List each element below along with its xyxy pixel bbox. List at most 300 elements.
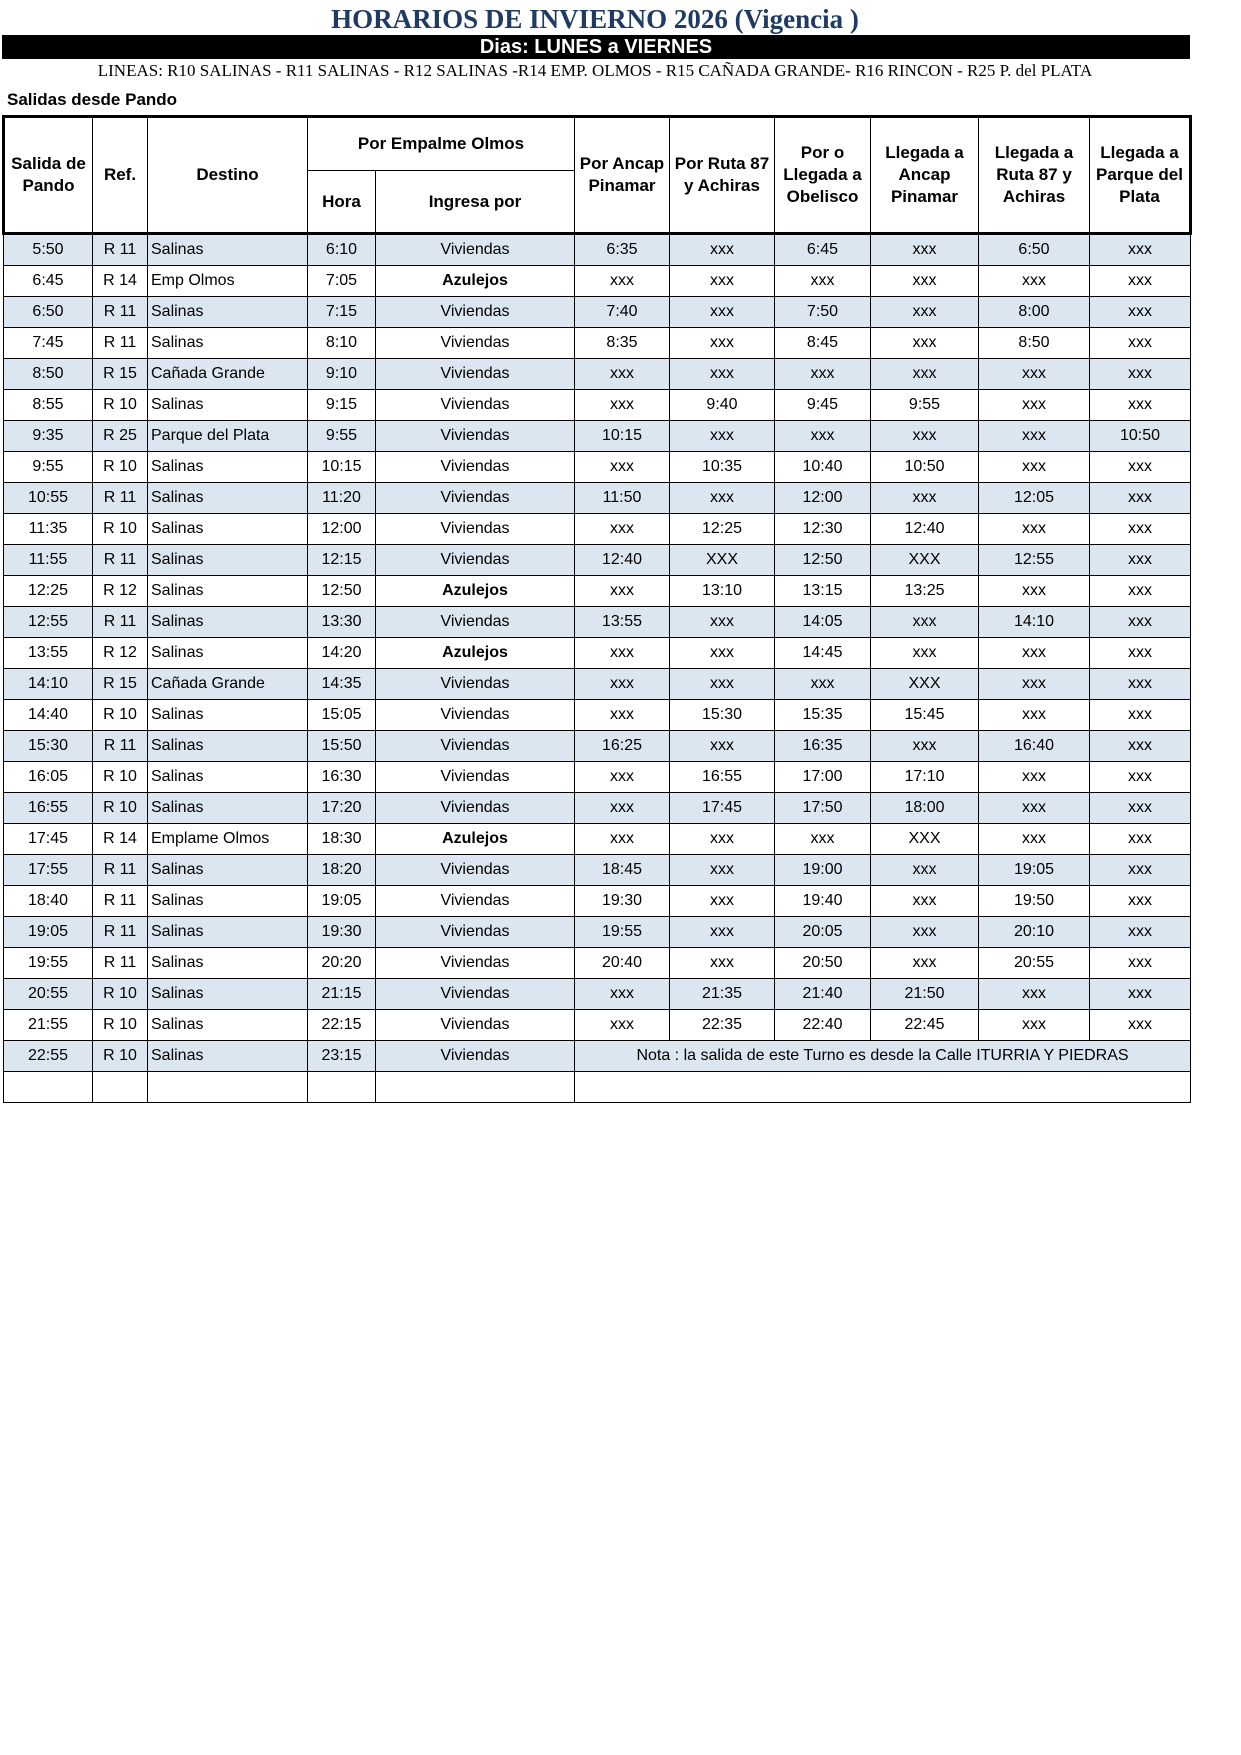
cell-destino: Salinas xyxy=(148,607,308,638)
cell-obelisco: 19:40 xyxy=(775,886,871,917)
cell-ingresa: Viviendas xyxy=(376,855,575,886)
cell-hora: 12:50 xyxy=(308,576,376,607)
cell-ingresa: Viviendas xyxy=(376,1041,575,1072)
cell-destino: Salinas xyxy=(148,297,308,328)
cell-hora: 18:20 xyxy=(308,855,376,886)
cell-hora: 12:15 xyxy=(308,545,376,576)
cell-obelisco: 6:45 xyxy=(775,234,871,266)
table-row xyxy=(4,979,1191,1010)
cell-salida: 6:50 xyxy=(4,297,93,328)
cell-ancap: xxx xyxy=(575,359,670,390)
cell-ancap: 19:55 xyxy=(575,917,670,948)
cell-hora: 14:35 xyxy=(308,669,376,700)
cell-destino: Salinas xyxy=(148,948,308,979)
section-subtitle: Salidas desde Pando xyxy=(7,90,178,109)
table-row xyxy=(4,762,1191,793)
table-row xyxy=(4,886,1191,917)
cell-ingresa: Viviendas xyxy=(376,328,575,359)
cell-salida: 8:55 xyxy=(4,390,93,421)
cell-hora: 9:55 xyxy=(308,421,376,452)
cell-salida: 20:55 xyxy=(4,979,93,1010)
cell-ref: R 10 xyxy=(93,390,148,421)
cell-salida: 17:55 xyxy=(4,855,93,886)
cell-hora: 13:30 xyxy=(308,607,376,638)
cell-ref: R 12 xyxy=(93,576,148,607)
cell-lleg-ruta87: xxx xyxy=(979,762,1090,793)
cell-lleg-ancap: xxx xyxy=(871,328,979,359)
cell-ancap: xxx xyxy=(575,979,670,1010)
cell-salida: 17:45 xyxy=(4,824,93,855)
cell-ruta87: xxx xyxy=(670,359,775,390)
cell-destino: Salinas xyxy=(148,328,308,359)
cell-lleg-ruta87: xxx xyxy=(979,638,1090,669)
cell-ruta87: XXX xyxy=(670,545,775,576)
turn-note: Nota : la salida de este Turno es desde la Calle ITURRIA Y PIEDRAS xyxy=(575,1041,1191,1072)
cell-lleg-parque: xxx xyxy=(1090,452,1191,483)
cell-hora: 12:00 xyxy=(308,514,376,545)
cell-hora: 10:15 xyxy=(308,452,376,483)
cell-ruta87: 16:55 xyxy=(670,762,775,793)
cell-lleg-ancap: xxx xyxy=(871,421,979,452)
cell-destino: Salinas xyxy=(148,514,308,545)
cell-salida: 5:50 xyxy=(4,234,93,266)
cell-salida: 21:55 xyxy=(4,1010,93,1041)
cell-lleg-ancap: XXX xyxy=(871,545,979,576)
cell-hora: 9:15 xyxy=(308,390,376,421)
cell-hora: 8:10 xyxy=(308,328,376,359)
cell-ref: R 14 xyxy=(93,824,148,855)
cell-hora: 9:10 xyxy=(308,359,376,390)
table-row xyxy=(4,700,1191,731)
cell-ruta87: 17:45 xyxy=(670,793,775,824)
cell-ancap: xxx xyxy=(575,266,670,297)
cell-ruta87: xxx xyxy=(670,234,775,266)
cell-lleg-ruta87: xxx xyxy=(979,1010,1090,1041)
cell-obelisco: xxx xyxy=(775,266,871,297)
cell-obelisco: 8:45 xyxy=(775,328,871,359)
cell-salida: 12:25 xyxy=(4,576,93,607)
empty-cell xyxy=(148,1072,308,1103)
cell-ruta87: 13:10 xyxy=(670,576,775,607)
cell-destino: Parque del Plata xyxy=(148,421,308,452)
cell-ingresa: Viviendas xyxy=(376,762,575,793)
cell-ref: R 11 xyxy=(93,328,148,359)
cell-ancap: xxx xyxy=(575,452,670,483)
cell-lleg-ruta87: xxx xyxy=(979,390,1090,421)
cell-lleg-parque: xxx xyxy=(1090,266,1191,297)
cell-destino: Cañada Grande xyxy=(148,359,308,390)
cell-lleg-ancap: xxx xyxy=(871,483,979,514)
cell-ref: R 25 xyxy=(93,421,148,452)
cell-ancap: xxx xyxy=(575,762,670,793)
table-row xyxy=(4,576,1191,607)
cell-salida: 10:55 xyxy=(4,483,93,514)
cell-destino: Cañada Grande xyxy=(148,669,308,700)
cell-lleg-parque: xxx xyxy=(1090,297,1191,328)
col-header-salida: Salida de Pando xyxy=(4,117,93,234)
cell-hora: 15:05 xyxy=(308,700,376,731)
cell-ingresa: Viviendas xyxy=(376,234,575,266)
cell-salida: 13:55 xyxy=(4,638,93,669)
cell-lleg-ruta87: xxx xyxy=(979,700,1090,731)
cell-ref: R 14 xyxy=(93,266,148,297)
cell-ingresa: Viviendas xyxy=(376,886,575,917)
cell-lleg-ruta87: 12:55 xyxy=(979,545,1090,576)
cell-ruta87: xxx xyxy=(670,917,775,948)
cell-salida: 11:55 xyxy=(4,545,93,576)
table-row xyxy=(4,297,1191,328)
cell-ref: R 11 xyxy=(93,855,148,886)
cell-obelisco: 22:40 xyxy=(775,1010,871,1041)
cell-ingresa: Viviendas xyxy=(376,514,575,545)
table-row xyxy=(4,824,1191,855)
cell-ref: R 11 xyxy=(93,948,148,979)
cell-ref: R 11 xyxy=(93,297,148,328)
table-header xyxy=(4,117,1191,234)
cell-destino: Salinas xyxy=(148,979,308,1010)
table-row xyxy=(4,669,1191,700)
table-row xyxy=(4,607,1191,638)
cell-obelisco: 12:50 xyxy=(775,545,871,576)
cell-lleg-parque: xxx xyxy=(1090,762,1191,793)
cell-lleg-ancap: 18:00 xyxy=(871,793,979,824)
cell-lleg-ancap: XXX xyxy=(871,824,979,855)
cell-ref: R 15 xyxy=(93,669,148,700)
cell-lleg-ancap: XXX xyxy=(871,669,979,700)
cell-hora: 19:30 xyxy=(308,917,376,948)
cell-lleg-ancap: xxx xyxy=(871,855,979,886)
cell-ruta87: xxx xyxy=(670,669,775,700)
cell-ancap: 6:35 xyxy=(575,234,670,266)
cell-ref: R 15 xyxy=(93,359,148,390)
cell-obelisco: 14:45 xyxy=(775,638,871,669)
cell-destino: Salinas xyxy=(148,700,308,731)
col-header-ref: Ref. xyxy=(93,117,148,234)
schedule-table xyxy=(2,115,1192,1103)
cell-lleg-ancap: 12:40 xyxy=(871,514,979,545)
cell-hora: 14:20 xyxy=(308,638,376,669)
cell-lleg-parque: xxx xyxy=(1090,855,1191,886)
cell-ref: R 11 xyxy=(93,886,148,917)
cell-obelisco: xxx xyxy=(775,359,871,390)
cell-hora: 17:20 xyxy=(308,793,376,824)
cell-obelisco: 12:30 xyxy=(775,514,871,545)
col-header-llegada-ruta87: Llegada a Ruta 87 y Achiras xyxy=(979,117,1090,234)
cell-ruta87: xxx xyxy=(670,824,775,855)
cell-hora: 11:20 xyxy=(308,483,376,514)
cell-ancap: 8:35 xyxy=(575,328,670,359)
table-row xyxy=(4,855,1191,886)
cell-obelisco: xxx xyxy=(775,421,871,452)
cell-destino: Salinas xyxy=(148,576,308,607)
cell-ref: R 10 xyxy=(93,1010,148,1041)
cell-ruta87: 22:35 xyxy=(670,1010,775,1041)
cell-obelisco: 13:15 xyxy=(775,576,871,607)
table-row xyxy=(4,731,1191,762)
cell-lleg-ancap: xxx xyxy=(871,917,979,948)
cell-ref: R 11 xyxy=(93,731,148,762)
cell-ingresa: Viviendas xyxy=(376,545,575,576)
cell-destino: Salinas xyxy=(148,483,308,514)
col-header-ingresa: Ingresa por xyxy=(376,171,575,234)
cell-ruta87: xxx xyxy=(670,855,775,886)
cell-hora: 23:15 xyxy=(308,1041,376,1072)
cell-ruta87: xxx xyxy=(670,483,775,514)
cell-lleg-parque: xxx xyxy=(1090,700,1191,731)
cell-salida: 19:55 xyxy=(4,948,93,979)
cell-destino: Salinas xyxy=(148,793,308,824)
table-row xyxy=(4,1010,1191,1041)
cell-lleg-ruta87: 19:05 xyxy=(979,855,1090,886)
cell-ingresa: Viviendas xyxy=(376,669,575,700)
cell-ingresa: Viviendas xyxy=(376,421,575,452)
cell-salida: 6:45 xyxy=(4,266,93,297)
cell-salida: 11:35 xyxy=(4,514,93,545)
cell-salida: 7:45 xyxy=(4,328,93,359)
cell-hora: 22:15 xyxy=(308,1010,376,1041)
cell-lleg-parque: xxx xyxy=(1090,731,1191,762)
cell-lleg-ancap: 17:10 xyxy=(871,762,979,793)
cell-ruta87: xxx xyxy=(670,328,775,359)
lines-caption: LINEAS: R10 SALINAS - R11 SALINAS - R12 SALINAS -R14 EMP. OLMOS - R15 CAÑADA GRANDE- R16 RINCON - R25 P. del PLATA xyxy=(97,61,1093,80)
table-row xyxy=(4,359,1191,390)
cell-hora: 7:05 xyxy=(308,266,376,297)
cell-lleg-ruta87: 16:40 xyxy=(979,731,1090,762)
cell-ancap: 16:25 xyxy=(575,731,670,762)
table-row xyxy=(4,452,1191,483)
cell-ancap: xxx xyxy=(575,824,670,855)
cell-lleg-parque: xxx xyxy=(1090,669,1191,700)
cell-destino: Salinas xyxy=(148,917,308,948)
cell-lleg-ruta87: xxx xyxy=(979,669,1090,700)
cell-ancap: xxx xyxy=(575,514,670,545)
cell-lleg-parque: xxx xyxy=(1090,917,1191,948)
page-title: HORARIOS DE INVIERNO 2026 (Vigencia ) xyxy=(331,4,859,34)
cell-lleg-parque: xxx xyxy=(1090,576,1191,607)
cell-obelisco: xxx xyxy=(775,824,871,855)
cell-lleg-parque: xxx xyxy=(1090,793,1191,824)
cell-obelisco: xxx xyxy=(775,669,871,700)
cell-destino: Emplame Olmos xyxy=(148,824,308,855)
cell-lleg-ancap: xxx xyxy=(871,731,979,762)
cell-ancap: 19:30 xyxy=(575,886,670,917)
table-row xyxy=(4,421,1191,452)
table-row xyxy=(4,328,1191,359)
cell-salida: 22:55 xyxy=(4,1041,93,1072)
cell-ingresa: Viviendas xyxy=(376,1010,575,1041)
col-header-obelisco: Por o Llegada a Obelisco xyxy=(775,117,871,234)
col-header-ruta87: Por Ruta 87 y Achiras xyxy=(670,117,775,234)
empty-cell xyxy=(575,1072,1191,1103)
cell-ref: R 10 xyxy=(93,514,148,545)
cell-salida: 16:05 xyxy=(4,762,93,793)
cell-lleg-ancap: 9:55 xyxy=(871,390,979,421)
table-row xyxy=(4,514,1191,545)
cell-salida: 9:35 xyxy=(4,421,93,452)
empty-cell xyxy=(308,1072,376,1103)
cell-lleg-ancap: xxx xyxy=(871,886,979,917)
cell-destino: Salinas xyxy=(148,731,308,762)
cell-salida: 14:10 xyxy=(4,669,93,700)
cell-obelisco: 16:35 xyxy=(775,731,871,762)
cell-lleg-parque: xxx xyxy=(1090,607,1191,638)
cell-ref: R 10 xyxy=(93,1041,148,1072)
cell-destino: Emp Olmos xyxy=(148,266,308,297)
cell-lleg-ruta87: xxx xyxy=(979,824,1090,855)
cell-ancap: 11:50 xyxy=(575,483,670,514)
cell-ref: R 10 xyxy=(93,793,148,824)
cell-lleg-ancap: 21:50 xyxy=(871,979,979,1010)
cell-lleg-parque: xxx xyxy=(1090,979,1191,1010)
table-row xyxy=(4,917,1191,948)
cell-destino: Salinas xyxy=(148,1041,308,1072)
col-header-llegada-parque: Llegada a Parque del Plata xyxy=(1090,117,1191,234)
cell-lleg-ancap: xxx xyxy=(871,359,979,390)
cell-lleg-ancap: xxx xyxy=(871,948,979,979)
cell-salida: 18:40 xyxy=(4,886,93,917)
cell-lleg-parque: xxx xyxy=(1090,390,1191,421)
cell-ruta87: 9:40 xyxy=(670,390,775,421)
empty-cell xyxy=(376,1072,575,1103)
cell-lleg-ruta87: xxx xyxy=(979,421,1090,452)
cell-lleg-ruta87: 8:50 xyxy=(979,328,1090,359)
cell-destino: Salinas xyxy=(148,452,308,483)
cell-ref: R 11 xyxy=(93,234,148,266)
cell-lleg-ancap: 22:45 xyxy=(871,1010,979,1041)
cell-hora: 19:05 xyxy=(308,886,376,917)
cell-ingresa: Viviendas xyxy=(376,297,575,328)
cell-ingresa: Viviendas xyxy=(376,917,575,948)
cell-ruta87: xxx xyxy=(670,297,775,328)
cell-lleg-ancap: 10:50 xyxy=(871,452,979,483)
cell-hora: 15:50 xyxy=(308,731,376,762)
empty-cell xyxy=(93,1072,148,1103)
cell-ingresa: Viviendas xyxy=(376,452,575,483)
table-row xyxy=(4,483,1191,514)
cell-lleg-ancap: xxx xyxy=(871,638,979,669)
cell-ruta87: 12:25 xyxy=(670,514,775,545)
cell-salida: 16:55 xyxy=(4,793,93,824)
cell-obelisco: 17:50 xyxy=(775,793,871,824)
cell-ref: R 10 xyxy=(93,700,148,731)
cell-lleg-parque: xxx xyxy=(1090,483,1191,514)
cell-hora: 21:15 xyxy=(308,979,376,1010)
cell-ancap: 20:40 xyxy=(575,948,670,979)
cell-lleg-parque: xxx xyxy=(1090,328,1191,359)
cell-lleg-ruta87: 8:00 xyxy=(979,297,1090,328)
cell-ancap: xxx xyxy=(575,638,670,669)
cell-ingresa: Viviendas xyxy=(376,359,575,390)
cell-ingresa: Viviendas xyxy=(376,979,575,1010)
cell-ancap: 18:45 xyxy=(575,855,670,886)
cell-salida: 14:40 xyxy=(4,700,93,731)
table-row xyxy=(4,793,1191,824)
cell-ancap: 13:55 xyxy=(575,607,670,638)
table-row xyxy=(4,638,1191,669)
cell-lleg-parque: xxx xyxy=(1090,886,1191,917)
cell-lleg-ruta87: xxx xyxy=(979,266,1090,297)
cell-obelisco: 17:00 xyxy=(775,762,871,793)
cell-lleg-ruta87: 12:05 xyxy=(979,483,1090,514)
cell-obelisco: 20:05 xyxy=(775,917,871,948)
cell-lleg-parque: xxx xyxy=(1090,514,1191,545)
cell-salida: 12:55 xyxy=(4,607,93,638)
cell-ruta87: xxx xyxy=(670,948,775,979)
cell-ruta87: 15:30 xyxy=(670,700,775,731)
cell-ruta87: 10:35 xyxy=(670,452,775,483)
cell-lleg-ancap: xxx xyxy=(871,266,979,297)
cell-hora: 16:30 xyxy=(308,762,376,793)
cell-ancap: xxx xyxy=(575,390,670,421)
cell-destino: Salinas xyxy=(148,1010,308,1041)
cell-ingresa: Azulejos xyxy=(376,638,575,669)
cell-destino: Salinas xyxy=(148,762,308,793)
cell-ingresa: Viviendas xyxy=(376,700,575,731)
cell-lleg-ruta87: xxx xyxy=(979,793,1090,824)
cell-ingresa: Viviendas xyxy=(376,948,575,979)
cell-ingresa: Viviendas xyxy=(376,793,575,824)
col-header-ancap: Por Ancap Pinamar xyxy=(575,117,670,234)
cell-ingresa: Azulejos xyxy=(376,824,575,855)
cell-lleg-parque: xxx xyxy=(1090,359,1191,390)
cell-ingresa: Viviendas xyxy=(376,607,575,638)
cell-lleg-ruta87: 19:50 xyxy=(979,886,1090,917)
cell-ingresa: Azulejos xyxy=(376,266,575,297)
cell-ref: R 10 xyxy=(93,762,148,793)
cell-hora: 7:15 xyxy=(308,297,376,328)
cell-destino: Salinas xyxy=(148,855,308,886)
cell-obelisco: 14:05 xyxy=(775,607,871,638)
table-row xyxy=(4,545,1191,576)
cell-ancap: 7:40 xyxy=(575,297,670,328)
cell-ancap: xxx xyxy=(575,1010,670,1041)
cell-salida: 9:55 xyxy=(4,452,93,483)
table-body xyxy=(4,234,1191,1103)
cell-ref: R 11 xyxy=(93,545,148,576)
cell-lleg-ruta87: 20:55 xyxy=(979,948,1090,979)
cell-ruta87: 21:35 xyxy=(670,979,775,1010)
empty-cell xyxy=(4,1072,93,1103)
cell-lleg-ruta87: xxx xyxy=(979,979,1090,1010)
cell-destino: Salinas xyxy=(148,638,308,669)
col-header-empalme-group: Por Empalme Olmos xyxy=(308,117,575,171)
cell-ingresa: Viviendas xyxy=(376,731,575,762)
cell-lleg-ancap: xxx xyxy=(871,297,979,328)
cell-lleg-parque: xxx xyxy=(1090,234,1191,266)
table-row xyxy=(4,234,1191,266)
cell-lleg-ruta87: xxx xyxy=(979,452,1090,483)
col-header-hora: Hora xyxy=(308,171,376,234)
cell-ruta87: xxx xyxy=(670,638,775,669)
cell-ref: R 11 xyxy=(93,917,148,948)
cell-obelisco: 21:40 xyxy=(775,979,871,1010)
col-header-llegada-ancap: Llegada a Ancap Pinamar xyxy=(871,117,979,234)
cell-destino: Salinas xyxy=(148,545,308,576)
cell-lleg-parque: 10:50 xyxy=(1090,421,1191,452)
cell-salida: 8:50 xyxy=(4,359,93,390)
cell-obelisco: 9:45 xyxy=(775,390,871,421)
cell-ref: R 10 xyxy=(93,452,148,483)
table-row xyxy=(4,266,1191,297)
cell-obelisco: 19:00 xyxy=(775,855,871,886)
table-row xyxy=(4,948,1191,979)
days-bar: Dias: LUNES a VIERNES xyxy=(2,35,1190,59)
cell-destino: Salinas xyxy=(148,886,308,917)
cell-lleg-parque: xxx xyxy=(1090,545,1191,576)
cell-salida: 15:30 xyxy=(4,731,93,762)
cell-obelisco: 20:50 xyxy=(775,948,871,979)
cell-ruta87: xxx xyxy=(670,266,775,297)
